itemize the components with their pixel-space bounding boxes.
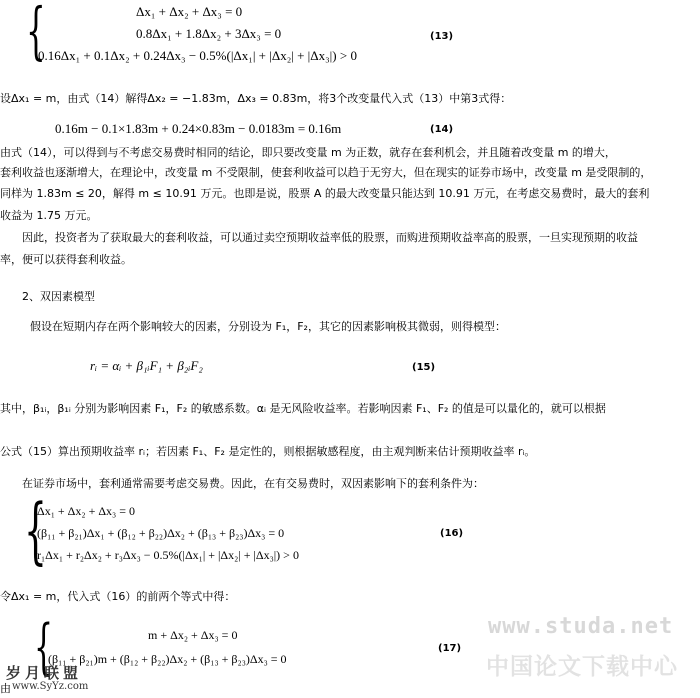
eq17-brace: { [34, 612, 54, 682]
eq13-brace: { [26, 0, 46, 67]
watermark-cn: 中国论文下载中心 [486, 654, 678, 680]
para2-line: 同样为 1.83m ≤ 20，解得 m ≤ 10.91 万元。也即是说，股票 A 的最大改变量只能达到 10.91 万元，在考虑交易费时，最大的套利 [0, 187, 650, 200]
eq17-line1: m + Δx₂ + Δx₃ = 0 [148, 628, 238, 642]
eq14-line: 0.16m − 0.1×1.83m + 0.24×0.83m − 0.0183m = 0.16m [55, 121, 342, 136]
para4: 假设在短期内存在两个影响较大的因素，分别设为 F₁，F₂，其它的因素影响极其微弱，则得模型： [30, 320, 506, 333]
eq16-number: (16) [440, 528, 464, 539]
eq17-line2: (β₁₁ + β₂₁)m + (β₁₂ + β₂₂)Δx₂ + (β₁₃ + β₂₃)Δx₃ = 0 [48, 652, 287, 666]
last-line-fragment: 由 [0, 682, 11, 695]
eq16-line2: (β₁₁ + β₂₁)Δx₁ + (β₁₂ + β₂₂)Δx₂ + (β₁₃ + β₂₃)Δx₃ = 0 [37, 526, 285, 540]
section-heading: 2、双因素模型 [22, 290, 95, 303]
eq13-line2: 0.8Δx₁ + 1.8Δx₂ + 3Δx₃ = 0 [136, 26, 282, 41]
para3-line: 因此，投资者为了获取最大的套利收益，可以通过卖空预期收益率低的股票，而购进预期收益率高的股票，一旦实现预期的收益 [22, 231, 638, 244]
eq14-number: (14) [430, 124, 454, 135]
para6: 公式（15）算出预期收益率 rᵢ；若因素 F₁、F₂ 是定性的，则根据敏感程度，由主观判断来估计预期收益率 rᵢ。 [0, 445, 536, 458]
para8: 令Δx₁ = m，代入式（16）的前两个等式中得： [0, 590, 236, 603]
eq17-number: (17) [438, 643, 462, 654]
para2-line: 由式（14），可以得到与不考虑交易费时相同的结论，即只要改变量 m 为正数，就存在套利机会，并且随着改变量 m 的增大， [0, 146, 616, 159]
eq16-line3: r₁Δx₁ + r₂Δx₂ + r₃Δx₃ − 0.5%(|Δx₁| + |Δx₂| + |Δx₃|) > 0 [37, 548, 299, 562]
para7: 在证券市场中，套利通常需要考虑交易费。因此，在有交易费时，双因素影响下的套利条件为： [22, 477, 484, 490]
eq16-brace: { [24, 488, 47, 572]
para5: 其中，β₁ᵢ，β₁ᵢ 分别为影响因素 F₁，F₂ 的敏感系数。αᵢ 是无风险收益率。若影响因素 F₁、F₂ 的值是可以量化的，就可以根据 [0, 402, 606, 415]
para2-line: 套利收益也逐渐增大，在理论中，改变量 m 不受限制，使套利收益可以趋于无穷大，但在现实的证券市场中，改变量 m 是受限制的， [0, 166, 652, 179]
eq15-line: rᵢ = αᵢ + β₁ᵢF₁ + β₂ᵢF₂ [90, 358, 203, 373]
para3-line: 率，便可以获得套利收益。 [0, 253, 132, 266]
logo-cn: 岁月联盟 [6, 664, 83, 682]
eq13-line1: Δx₁ + Δx₂ + Δx₃ = 0 [136, 4, 243, 19]
eq16-line1: Δx₁ + Δx₂ + Δx₃ = 0 [37, 504, 136, 518]
para1: 设Δx₁ = m，由式（14）解得Δx₂ = −1.83m，Δx₃ = 0.83m，将3个改变量代入式（13）中第3式得： [0, 92, 512, 105]
eq13-number: (13) [430, 31, 454, 42]
watermark-url: www.studa.net [488, 614, 674, 639]
para2-line: 收益为 1.75 万元。 [0, 209, 98, 222]
eq13-line3: 0.16Δx₁ + 0.1Δx₂ + 0.24Δx₃ − 0.5%(|Δx₁| + |Δx₂| + |Δx₃|) > 0 [38, 48, 357, 63]
logo-url: www.SyYz.com [12, 681, 89, 692]
eq15-number: (15) [412, 362, 436, 373]
